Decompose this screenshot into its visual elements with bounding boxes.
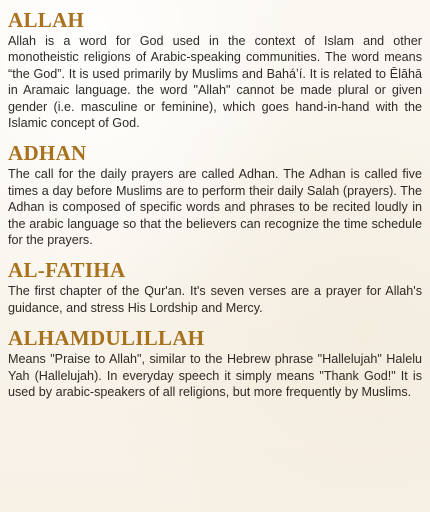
term-heading: ALHAMDULILLAH [8,326,205,351]
term-heading: ALLAH [8,8,85,32]
glossary-entry-alhamdulillah [8,328,422,400]
glossary-entry-al-fatiha [8,260,422,316]
term-definition: The first chapter of the Qur'an. It's seven verses are a prayer for Allah's guidance, and stress His Lordship and Mercy. [8,284,422,315]
term-definition: Means "Praise to Allah", similar to the Hebrew phrase "Hallelujah" Halelu Yah (Hallelujah). In everyday speech it simply means "Thank God!" It is used by arabic-speakers of all religions, but more frequently by Muslims. [8,352,422,400]
term-heading: AL-FATIHA [8,258,126,283]
glossary-entry-allah [8,10,422,131]
term-definition: The call for the daily prayers are called Adhan. The Adhan is called five times a day before Muslims are to perform their daily Salah (prayers). The Adhan is composed of specific words and phrases to be recited loudly in the arabic language so that the believers can recognize the time schedule for the prayers. [8,167,422,248]
glossary-entry-adhan [8,143,422,248]
term-definition: Allah is a word for God used in the context of Islam and other monotheistic religions of Arabic-speaking communities. The word means “the God”. It is used primarily by Muslims and Baháʼí. It is related to Ēlāhā in Aramaic language. the word "Allah" cannot be made plural or given gender (i.e. masculine or feminine), which goes hand-in-hand with the Islamic concept of God. [8,34,422,131]
term-heading: ADHAN [8,141,87,166]
